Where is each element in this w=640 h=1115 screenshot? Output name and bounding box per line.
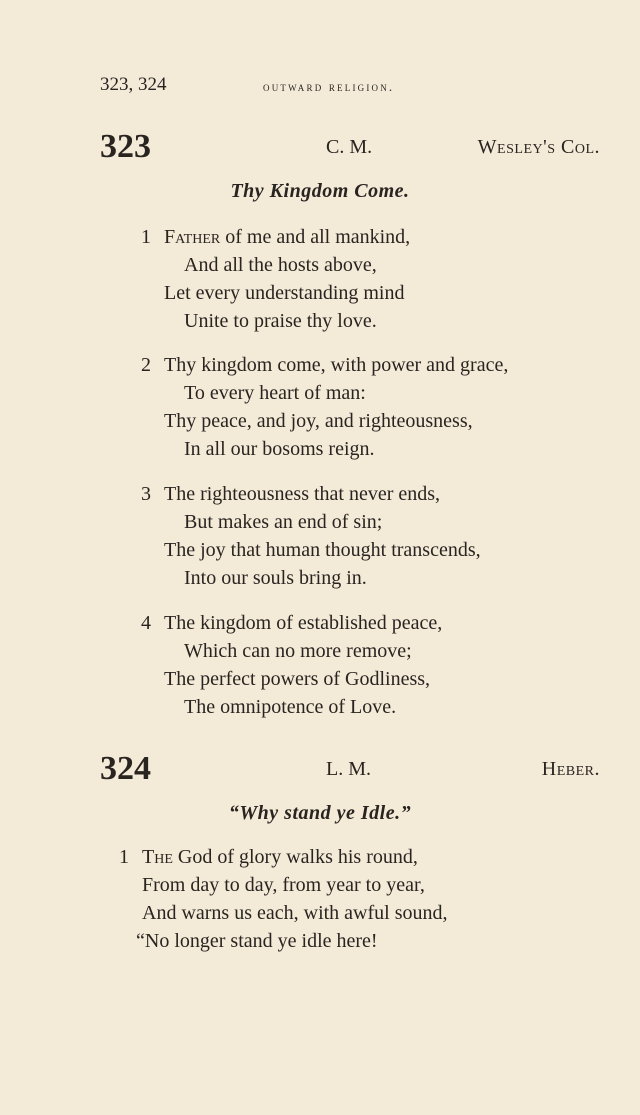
- verse-line: Thy kingdom come, with power and grace,: [164, 354, 509, 376]
- verse-number: 1: [119, 846, 129, 868]
- verse-line: The righteousness that never ends,: [164, 483, 441, 505]
- verse-line: [142, 846, 418, 869]
- verse-line: Into our souls bring in.: [184, 567, 367, 589]
- hymn-author: Wesley's Col.: [477, 136, 600, 158]
- verse-line: The kingdom of established peace,: [164, 612, 443, 634]
- verse-line: Which can no more remove;: [184, 640, 412, 662]
- verse-line: In all our bosoms reign.: [184, 438, 375, 460]
- verse-line: But makes an end of sin;: [184, 511, 383, 533]
- verse-line: Let every understanding mind: [164, 282, 405, 304]
- hymn-title: Thy Kingdom Come.: [230, 180, 410, 202]
- verse-first-word: The: [142, 846, 173, 868]
- hymn-header: [100, 750, 600, 790]
- verse-first-line-rest: of me and all mankind,: [220, 226, 411, 248]
- running-head-title: outward religion.: [263, 79, 395, 94]
- hymn-meter: L. M.: [326, 758, 371, 780]
- verse-line: Thy peace, and joy, and righteousness,: [164, 410, 473, 432]
- verse-number: 2: [141, 354, 151, 376]
- hymn-title: “Why stand ye Idle.”: [228, 802, 412, 824]
- verse-number: 1: [141, 226, 151, 248]
- verse-line: [164, 226, 410, 249]
- verse-line: The omnipotence of Love.: [184, 696, 397, 718]
- verse-line: And all the hosts above,: [184, 254, 377, 276]
- hymn-number: 323: [100, 128, 151, 165]
- hymn-author: Heber.: [541, 758, 600, 780]
- verse-line: And warns us each, with awful sound,: [142, 902, 448, 924]
- verse-first-line-rest: God of glory walks his round,: [172, 846, 418, 868]
- verse-line: “No longer stand ye idle here!: [136, 930, 378, 952]
- running-head-page-numbers: 323, 324: [100, 74, 167, 95]
- verse-first-word: Father: [164, 226, 221, 248]
- verse-line: The joy that human thought transcends,: [164, 539, 481, 561]
- hymn-number: 324: [100, 750, 151, 787]
- verse-number: 4: [141, 612, 151, 634]
- verse-number: 3: [141, 483, 151, 505]
- verse-line: To every heart of man:: [184, 382, 366, 404]
- verse-line: Unite to praise thy love.: [184, 310, 377, 332]
- hymn-meter: C. M.: [326, 136, 373, 158]
- running-head: [100, 74, 600, 98]
- hymn-header: [100, 128, 600, 168]
- verse-line: The perfect powers of Godliness,: [164, 668, 431, 690]
- verse-line: From day to day, from year to year,: [142, 874, 425, 896]
